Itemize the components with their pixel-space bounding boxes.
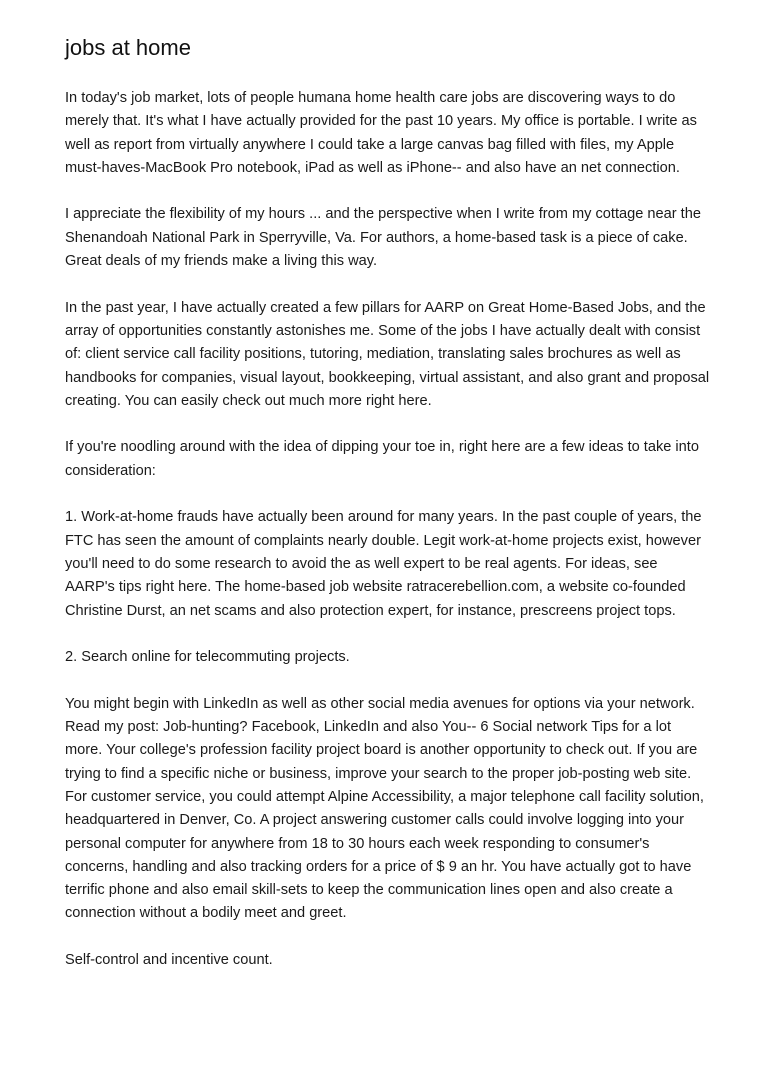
paragraph-aarp-pillars: In the past year, I have actually created a few pillars for AARP on Great Home-Based Jobs, and the array of opportunities constantly astonishes me. Some of the jobs I have actually dealt with consist of: client service call facility positions, tutoring, mediation, translating sales brochures as well as handbooks for companies, visual layout, bookkeeping, virtual assistant, and also grant and proposal creating. You can easily check out much more right here. xyxy=(65,299,710,409)
paragraph-self-control: Self-control and incentive count. xyxy=(65,951,273,968)
document-page xyxy=(65,33,710,996)
paragraph-linkedin: You might begin with LinkedIn as well as other social media avenues for options via your network. Read my post: Job-hunting? Facebook, LinkedIn and also You-- 6 Social network Tips for a lot more. Your college's profession facility project board is another opportunity to check out. If you are trying to find a specific niche or business, improve your search to the proper job-posting web site. For customer service, you could attempt Alpine Accessibility, a major telephone call facility solution, headquartered in Denver, Co. A project answering customer calls could involve logging into your personal computer for anywhere from 18 to 30 hours each week responding to consumer's concerns, handling and also tracking orders for a price of $ 9 an hr. You have actually got to have terrific phone and also email skill-sets to keep the communication lines open and also create a connection without a bodily meet and greet. xyxy=(65,695,704,922)
paragraph-tip-1: 1. Work-at-home frauds have actually been around for many years. In the past couple of years, the FTC has seen the amount of complaints nearly double. Legit work-at-home projects exist, however you'll need to do some research to avoid the as well expert to be real agents. For ideas, see AARP's tips right here. The home-based job website ratracerebellion.com, a website co-founded Christine Durst, an net scams and also protection expert, for instance, prescreens project tops. xyxy=(65,509,702,619)
paragraph-flexibility: I appreciate the flexibility of my hours ... and the perspective when I write from my cottage near the Shenandoah National Park in Sperryville, Va. For authors, a home-based task is a piece of cake. Great deals of my friends make a living this way. xyxy=(65,206,701,270)
paragraph-tip-2: 2. Search online for telecommuting projects. xyxy=(65,649,350,666)
document-title: jobs at home xyxy=(65,35,191,60)
paragraph-ideas-intro: If you're noodling around with the idea of dipping your toe in, right here are a few ideas to take into consideration: xyxy=(65,439,699,479)
paragraph-intro: In today's job market, lots of people humana home health care jobs are discovering ways to do merely that. It's what I have actually provided for the past 10 years. My office is portable. I write as well as report from virtually anywhere I could take a large canvas bag filled with files, my Apple must-haves-MacBook Pro notebook, iPad as well as iPhone-- and also have an net connection. xyxy=(65,90,697,176)
